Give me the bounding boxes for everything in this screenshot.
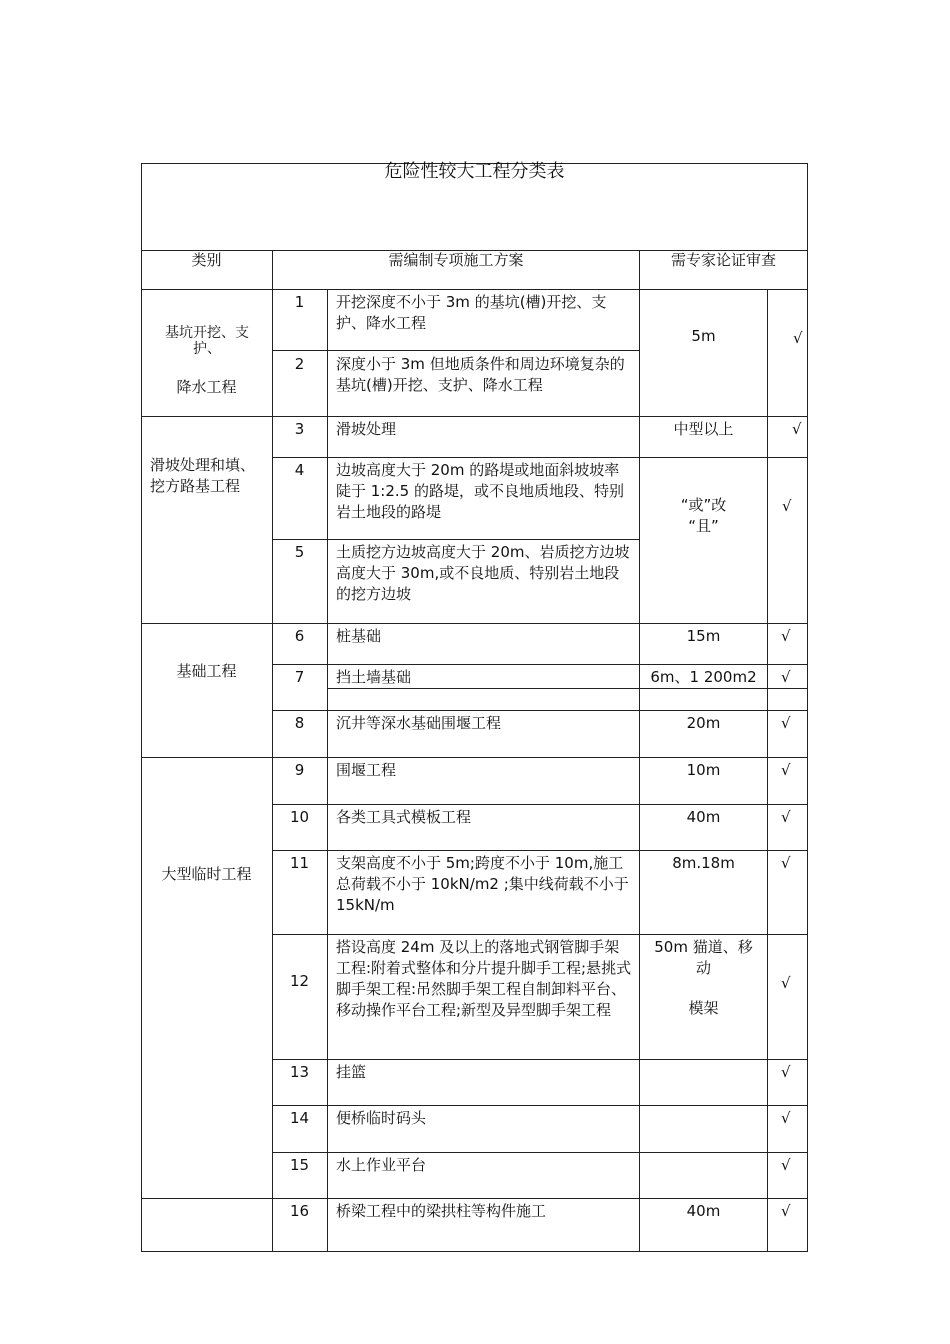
rule-r6: [272, 664, 808, 665]
rule-g4: [141, 1198, 808, 1199]
check-mark: √: [781, 627, 791, 645]
check-mark: √: [782, 497, 792, 515]
table-title: 危险性较大工程分类表: [384, 161, 565, 182]
row-number: 1: [294, 293, 305, 311]
rule-col-plan: [639, 250, 640, 1252]
expert-value: 5m: [691, 327, 716, 345]
expert-value: 20m: [686, 714, 721, 732]
rule-g2: [141, 623, 808, 624]
rule-col-number: [327, 289, 328, 1252]
expert-value-line2: 动: [695, 959, 711, 977]
border-left: [141, 163, 142, 1252]
check-mark: √: [781, 1156, 791, 1174]
row-description: 土质挖方边坡高度大于 20m、岩质挖方边坡高度大于 30m,或不良地质、特别岩土地段的挖方边坡: [336, 543, 630, 603]
rule-header-bottom: [141, 289, 808, 290]
row-description: 围堰工程: [336, 761, 397, 779]
check-mark: √: [781, 974, 791, 992]
check-mark: √: [793, 329, 803, 347]
rule-r11: [272, 934, 808, 935]
row-description: 搭设高度 24m 及以上的落地式钢管脚手架工程:附着式整体和分片提升脚手工程;悬挑式脚手架工程:吊然脚手架工程自制卸料平台、移动操作平台工程;新型及异型脚手架工程: [336, 938, 632, 1019]
row-number: 13: [289, 1063, 310, 1081]
expert-value: 40m: [686, 1202, 721, 1220]
group-foundation: 基础工程: [176, 662, 237, 680]
row-description: 挡土墙基础: [336, 668, 412, 686]
rule-g1: [141, 416, 808, 417]
rule-r13: [272, 1105, 808, 1106]
check-mark: √: [781, 1202, 791, 1220]
check-mark: √: [781, 808, 791, 826]
group-slope: 滑坡处理和填、挖方路基工程: [150, 456, 256, 495]
row-description: 支架高度不小于 5m;跨度不小于 10m,施工总荷载不小于 10kN/m2 ;集中线荷载不小于 15kN/m: [336, 854, 629, 914]
rule-r7: [272, 710, 808, 711]
check-mark: √: [781, 761, 791, 779]
expert-value-line2: “且”: [688, 517, 719, 535]
row-number: 16: [289, 1202, 310, 1220]
row-number: 6: [294, 627, 305, 645]
row-description: 便桥临时码头: [336, 1109, 427, 1127]
rule-r9: [272, 804, 808, 805]
row-description: 桩基础: [336, 627, 382, 645]
row-number: 2: [294, 355, 305, 373]
header-plan: 需编制专项施工方案: [388, 251, 524, 269]
row-number: 15: [289, 1156, 310, 1174]
row-number: 9: [294, 761, 305, 779]
expert-value: 40m: [686, 808, 721, 826]
row-description: 挂篮: [336, 1063, 367, 1081]
rule-r7a: [327, 688, 808, 689]
group-temporary: 大型临时工程: [161, 865, 252, 883]
expert-value: 8m.18m: [672, 854, 735, 872]
expert-value-line3: 模架: [688, 999, 719, 1017]
row-number: 4: [294, 461, 305, 479]
row-number: 7: [294, 668, 305, 686]
row-description: 滑坡处理: [336, 420, 397, 438]
expert-value: 15m: [686, 627, 721, 645]
header-expert: 需专家论证审查: [670, 251, 776, 269]
row-number: 5: [294, 543, 305, 561]
check-mark: √: [781, 1063, 791, 1081]
border-bottom: [141, 1251, 808, 1252]
header-category: 类别: [191, 251, 222, 269]
row-description: 边坡高度大于 20m 的路堤或地面斜坡坡率陡于 1:2.5 的路堤，或不良地质地段、特别岩土地段的路堤: [336, 461, 624, 521]
group-excavation-line1: 基坑开挖、支护、: [165, 325, 249, 357]
row-number: 12: [289, 972, 310, 990]
rule-g3: [141, 757, 808, 758]
rule-col-check: [767, 289, 768, 1252]
rule-col-category: [272, 250, 273, 1252]
row-number: 3: [294, 420, 305, 438]
rule-r12: [272, 1059, 808, 1060]
border-right: [807, 163, 808, 1252]
expert-value-line1: “或”改: [680, 496, 727, 514]
rule-r3: [272, 457, 808, 458]
check-mark: √: [792, 420, 802, 438]
row-description: 开挖深度不小于 3m 的基坑(槽)开挖、支护、降水工程: [336, 293, 607, 332]
row-description: 各类工具式模板工程: [336, 808, 472, 826]
group-excavation-line2: 降水工程: [176, 378, 237, 396]
row-description: 桥梁工程中的梁拱柱等构件施工: [336, 1202, 547, 1220]
check-mark: √: [781, 854, 791, 872]
row-description: 水上作业平台: [336, 1156, 427, 1174]
row-description: 沉井等深水基础围堰工程: [336, 714, 502, 732]
row-number: 11: [289, 854, 310, 872]
row-description: 深度小于 3m 但地质条件和周边环境复杂的基坑(槽)开挖、支护、降水工程: [336, 355, 625, 394]
row-number: 14: [289, 1109, 310, 1127]
expert-value: 6m、1 200m2: [650, 668, 757, 686]
row-number: 10: [289, 808, 310, 826]
rule-r14: [272, 1152, 808, 1153]
row-number: 8: [294, 714, 305, 732]
rule-r10: [272, 850, 808, 851]
check-mark: √: [781, 668, 791, 686]
check-mark: √: [781, 714, 791, 732]
check-mark: √: [781, 1109, 791, 1127]
expert-value: 10m: [686, 761, 721, 779]
expert-value: 中型以上: [673, 420, 734, 438]
expert-value-line1: 50m 猫道、移: [654, 938, 753, 956]
